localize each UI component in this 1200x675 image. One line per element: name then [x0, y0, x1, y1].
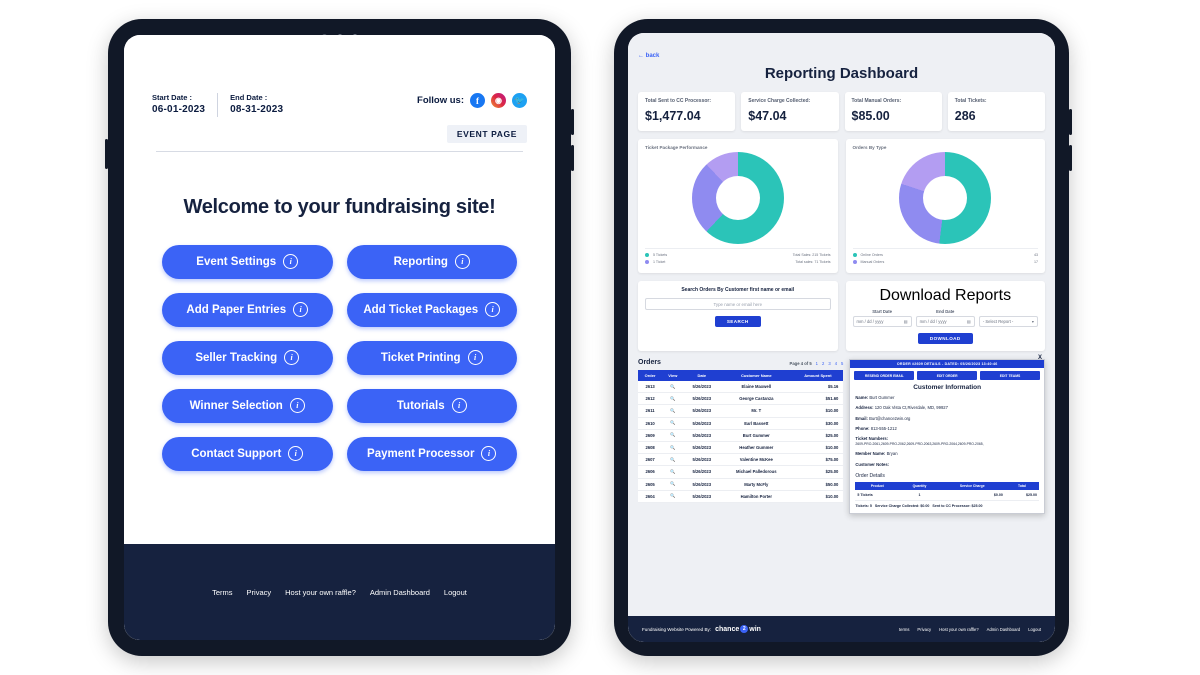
add-ticket-packages-button[interactable]	[347, 293, 518, 327]
footer-link-terms[interactable]: Terms	[212, 587, 233, 597]
col-customer: Customer Name	[720, 370, 792, 381]
side-button[interactable]	[1069, 145, 1072, 171]
end-date-block	[230, 93, 283, 117]
legend-item	[645, 253, 831, 257]
event-settings-label: Event Settings	[196, 255, 277, 268]
cell-order: 2611	[638, 405, 662, 417]
winner-selection-button[interactable]	[162, 389, 333, 423]
footer-link-privacy[interactable]: Privacy	[917, 626, 932, 632]
cell-amount: $25.00	[792, 429, 843, 441]
cell-customer: Hamilton Porter	[720, 490, 792, 502]
ticket-printing-button[interactable]	[347, 341, 518, 375]
info-icon[interactable]: i	[288, 446, 303, 461]
seller-tracking-label: Seller Tracking	[195, 351, 278, 364]
legend-label: 5 Tickets	[653, 253, 668, 257]
col-view: View	[662, 370, 683, 381]
resend-order-email-button[interactable]: RESEND ORDER EMAIL	[854, 371, 914, 380]
legend-value: 43	[1034, 253, 1038, 257]
info-icon[interactable]: i	[485, 302, 500, 317]
close-icon[interactable]: X	[1037, 355, 1042, 361]
kpi-value: $85.00	[851, 109, 890, 123]
search-orders-card	[638, 281, 838, 351]
divider	[217, 93, 218, 117]
footer-link-admin-dashboard[interactable]: Admin Dashboard	[369, 587, 430, 597]
cell-service-charge: $0.00	[940, 490, 1005, 501]
table-row[interactable]	[638, 478, 843, 490]
footer-link-terms[interactable]: terms	[898, 626, 910, 632]
add-paper-entries-label: Add Paper Entries	[186, 303, 287, 316]
col-amount: Amount Spent	[792, 370, 843, 381]
customer-address-field	[855, 405, 1039, 411]
start-date-value: mm / dd / yyyy	[856, 319, 884, 324]
power-button[interactable]	[1069, 109, 1072, 135]
page-5[interactable]: 5	[841, 361, 844, 366]
cell-customer: Elaine Maxwell	[720, 381, 792, 393]
cell-customer: Burt Gummer	[720, 429, 792, 441]
instagram-icon[interactable]: ◉	[491, 93, 506, 108]
cell-date: 5/26/2023	[683, 454, 720, 466]
follow-us-label: Follow us:	[417, 95, 464, 106]
cell-date: 5/26/2023	[683, 381, 720, 393]
footer-link-logout[interactable]: Logout	[1028, 626, 1041, 632]
cell-date: 5/26/2023	[683, 405, 720, 417]
footer-link-logout[interactable]: Logout	[443, 587, 467, 597]
start-date-label: Start Date	[872, 309, 892, 314]
table-row[interactable]	[638, 381, 843, 393]
search-title: Search Orders By Customer first name or email	[681, 287, 795, 293]
right-footer	[628, 616, 1055, 642]
kpi-card-manual-orders	[845, 92, 942, 131]
search-button[interactable]: SEARCH	[715, 316, 761, 327]
seller-tracking-button[interactable]	[162, 341, 333, 375]
orders-heading: Orders	[638, 359, 661, 366]
customer-information-modal	[849, 355, 1045, 514]
cell-order: 2607	[638, 454, 662, 466]
cell-amount: $10.00	[792, 490, 843, 502]
orders-table	[638, 370, 843, 503]
orders-by-type-card	[846, 139, 1046, 273]
tutorials-label: Tutorials	[396, 399, 445, 412]
kpi-row	[638, 92, 1045, 131]
charts-row	[638, 139, 1045, 273]
orders-panel	[638, 359, 843, 514]
contact-support-label: Contact Support	[191, 447, 282, 460]
footer-link-host-raffle[interactable]: Host your own raffle?	[939, 626, 979, 632]
legend-value: 17	[1034, 260, 1038, 264]
search-icon[interactable]: 🔍	[662, 490, 683, 502]
col-product: Product	[855, 482, 899, 490]
donut-ring	[899, 152, 991, 244]
add-ticket-packages-label: Add Ticket Packages	[363, 303, 479, 316]
cell-amount: $50.00	[792, 478, 843, 490]
start-date-block	[152, 93, 205, 117]
kpi-value: 286	[954, 109, 976, 123]
col-total: Total	[1005, 482, 1039, 490]
tablet-left	[108, 19, 571, 656]
search-input[interactable]: Type name or email here	[645, 298, 831, 310]
end-date-value: mm / dd / yyyy	[919, 319, 947, 324]
customer-name-field	[855, 395, 1039, 401]
brand-name: chance	[715, 625, 740, 633]
ticket-numbers-field	[855, 436, 1039, 447]
member-name-field	[855, 451, 1039, 457]
kpi-label: Total Sent to CC Processor:	[645, 98, 712, 104]
search-icon[interactable]: 🔍	[662, 393, 683, 405]
left-screen	[124, 35, 555, 640]
order-details-table	[855, 482, 1039, 501]
legend-label: 1 Ticket	[653, 260, 666, 264]
calendar-icon[interactable]: ▤	[903, 319, 908, 324]
table-row[interactable]	[638, 405, 843, 417]
customer-notes-field	[855, 462, 1039, 468]
search-download-row	[638, 281, 1045, 351]
page-1[interactable]: 1	[815, 361, 818, 366]
table-row[interactable]	[638, 429, 843, 441]
cell-order: 2606	[638, 466, 662, 478]
kpi-card-cc-processor	[638, 92, 735, 131]
modal-footer-totals	[850, 501, 1044, 513]
chart-legend	[645, 248, 831, 264]
search-icon[interactable]: 🔍	[662, 429, 683, 441]
ticket-numbers-value: 2609-PRO-2061,2609-PRO-2062,2609-PRO-2063,2609-PRO-2064,2609-PRO-2065,	[855, 442, 984, 447]
chart-legend	[853, 248, 1039, 264]
cell-amount: $75.00	[792, 454, 843, 466]
right-screen	[628, 33, 1055, 642]
back-link[interactable]: ← back	[638, 53, 660, 59]
kpi-label: Service Charge Collected:	[748, 98, 811, 104]
info-icon[interactable]: i	[468, 350, 483, 365]
facebook-icon[interactable]: f	[470, 93, 485, 108]
modal-banner: ORDER #2609 DETAILS - DATED: 05/26/2023 13:40:46	[850, 360, 1044, 368]
cell-customer: Earl Bassett	[720, 417, 792, 429]
cell-date: 5/26/2023	[683, 417, 720, 429]
legend-item	[853, 253, 1039, 257]
donut-ring	[692, 152, 784, 244]
payment-processor-button[interactable]	[347, 437, 518, 471]
cell-date: 5/26/2023	[683, 466, 720, 478]
cell-customer: George Castanza	[720, 393, 792, 405]
table-header-row	[855, 482, 1039, 490]
page-2[interactable]: 2	[822, 361, 825, 366]
chart-title: Ticket Package Performance	[645, 145, 708, 150]
legend-color-icon	[645, 260, 649, 264]
info-icon[interactable]: i	[481, 446, 496, 461]
tablet-right	[614, 19, 1069, 656]
cell-amount: $10.00	[792, 441, 843, 453]
dashboard-buttons-grid	[152, 245, 527, 471]
report-select-value: - Select Report -	[982, 319, 1014, 324]
ticket-printing-label: Ticket Printing	[380, 351, 461, 364]
report-select[interactable]	[979, 316, 1038, 327]
legend-color-icon	[853, 260, 857, 264]
page-label: Page 4 of 5	[789, 361, 812, 366]
search-icon[interactable]: 🔍	[662, 405, 683, 417]
cell-date: 5/26/2023	[683, 429, 720, 441]
volume-button[interactable]	[105, 139, 108, 169]
cell-customer: Heather Gummer	[720, 441, 792, 453]
event-page-button[interactable]: EVENT PAGE	[447, 125, 527, 143]
cell-customer: Marty McFly	[720, 478, 792, 490]
chart-title: Orders By Type	[852, 145, 887, 150]
cell-order: 2610	[638, 417, 662, 429]
kpi-card-service-charge	[741, 92, 838, 131]
cell-order: 2609	[638, 429, 662, 441]
cell-date: 5/26/2023	[683, 441, 720, 453]
reporting-label: Reporting	[393, 255, 448, 268]
end-date-input[interactable]	[916, 316, 975, 327]
calendar-icon[interactable]: ▤	[966, 319, 971, 324]
header-divider	[156, 151, 523, 152]
col-order: Order	[638, 370, 662, 381]
tutorials-button[interactable]	[347, 389, 518, 423]
footer-link-host-raffle[interactable]: Host your own raffle?	[285, 587, 356, 597]
footer-sent-to-cc: Sent to CC Processor: $25.00	[932, 504, 983, 509]
phone-label: Phone:	[855, 425, 870, 431]
cell-customer: Mr. T	[720, 405, 792, 417]
cell-amount: $25.00	[792, 466, 843, 478]
legend-item	[645, 260, 831, 264]
search-icon[interactable]: 🔍	[662, 381, 683, 393]
cell-order: 2612	[638, 393, 662, 405]
cell-amount: $51.60	[792, 393, 843, 405]
cell-product: 5 Tickets	[855, 490, 899, 501]
kpi-value: $47.04	[748, 109, 787, 123]
phone-value: 813-555-1212	[870, 425, 897, 431]
info-icon[interactable]: i	[290, 398, 305, 413]
legend-item	[853, 260, 1039, 264]
table-row	[855, 490, 1039, 501]
payment-processor-label: Payment Processor	[367, 447, 475, 460]
date-range-header	[152, 35, 527, 117]
start-date-value: 06-01-2023	[152, 104, 206, 116]
table-row[interactable]	[638, 454, 843, 466]
start-date-input[interactable]	[853, 316, 912, 327]
member-name-value: Bryan	[886, 451, 898, 457]
cell-customer: Valentine McKee	[720, 454, 792, 466]
cell-amount: $10.00	[792, 405, 843, 417]
page-title: Welcome to your fundraising site!	[183, 195, 496, 218]
kpi-card-total-tickets	[948, 92, 1045, 131]
table-row[interactable]	[638, 393, 843, 405]
cell-amount: $5.16	[792, 381, 843, 393]
report-select-label	[979, 309, 1038, 314]
footer-link-privacy[interactable]: Privacy	[246, 587, 272, 597]
cell-amount: $30.00	[792, 417, 843, 429]
legend-color-icon	[853, 253, 857, 257]
search-icon[interactable]: 🔍	[662, 441, 683, 453]
download-button[interactable]: DOWNLOAD	[918, 333, 973, 344]
table-row[interactable]	[638, 490, 843, 502]
name-value: Burt Gummer	[869, 395, 895, 400]
footer-link-admin-dashboard[interactable]: Admin Dashboard	[986, 626, 1021, 632]
cell-total: $25.00	[1005, 490, 1039, 501]
col-date: Date	[683, 370, 720, 381]
start-date-label: Start Date :	[152, 93, 193, 102]
legend-color-icon	[645, 253, 649, 257]
info-icon[interactable]: i	[452, 398, 467, 413]
brand-tail: win	[749, 625, 761, 633]
info-icon[interactable]: i	[284, 350, 299, 365]
end-date-value: 08-31-2023	[230, 104, 284, 116]
search-icon[interactable]: 🔍	[662, 417, 683, 429]
pagination	[790, 361, 844, 366]
cell-quantity: 1	[899, 490, 939, 501]
contact-support-button[interactable]	[162, 437, 333, 471]
ticket-package-performance-card	[638, 139, 838, 273]
cell-date: 5/26/2023	[683, 490, 720, 502]
search-icon[interactable]: 🔍	[662, 466, 683, 478]
address-label: Address:	[855, 405, 874, 411]
winner-selection-label: Winner Selection	[189, 399, 283, 412]
donut-chart	[853, 150, 1039, 246]
twitter-icon[interactable]: 🐦	[512, 93, 527, 108]
donut-chart	[645, 150, 831, 246]
table-row[interactable]	[638, 441, 843, 453]
power-button[interactable]	[571, 109, 574, 135]
kpi-value: $1,477.04	[645, 109, 701, 123]
table-row[interactable]	[638, 466, 843, 478]
table-header-row	[638, 370, 843, 381]
table-row[interactable]	[638, 417, 843, 429]
edit-teams-button[interactable]: EDIT TEAMS	[980, 371, 1040, 380]
legend-label: Manual Orders	[860, 260, 885, 264]
legend-value: Total sales: 71 Tickets	[795, 260, 831, 264]
reporting-button[interactable]	[347, 245, 518, 279]
order-details-title: Order Details	[855, 473, 885, 480]
customer-phone-field	[855, 426, 1039, 432]
page-title: Reporting Dashboard	[764, 65, 919, 82]
email-label: Email:	[855, 415, 868, 421]
modal-title: Customer Information	[913, 384, 982, 391]
orders-and-modal-row	[638, 355, 1045, 514]
col-quantity: Quantity	[899, 482, 939, 490]
footer-tickets: Tickets: 5	[855, 504, 872, 509]
add-paper-entries-button[interactable]	[162, 293, 333, 327]
powered-by-label: Fundraising Website Powered By:	[642, 626, 712, 632]
cell-customer: Michael Palledorous	[720, 466, 792, 478]
page-4[interactable]: 4	[834, 361, 838, 366]
customer-notes-label: Customer Notes:	[855, 461, 890, 467]
member-name-label: Member Name:	[855, 451, 886, 457]
cell-date: 5/26/2023	[683, 393, 720, 405]
side-button[interactable]	[571, 145, 574, 171]
end-date-label: End Date :	[230, 93, 268, 102]
kpi-label: Total Manual Orders:	[851, 98, 902, 104]
email-value: Burt@chance2win.org	[869, 415, 911, 421]
cell-order: 2613	[638, 381, 662, 393]
cell-order: 2608	[638, 441, 662, 453]
search-icon[interactable]: 🔍	[662, 454, 683, 466]
cell-date: 5/26/2023	[683, 478, 720, 490]
download-title: Download Reports	[879, 287, 1012, 304]
edit-order-button[interactable]: EDIT ORDER	[917, 371, 977, 380]
col-service-charge: Service Charge	[940, 482, 1005, 490]
download-reports-card	[846, 281, 1046, 351]
search-icon[interactable]: 🔍	[662, 478, 683, 490]
cell-order: 2604	[638, 490, 662, 502]
end-date-label: End Date	[936, 309, 955, 314]
follow-us-group	[417, 93, 527, 108]
legend-value: Total Sales: 215 Tickets	[792, 253, 831, 257]
info-icon[interactable]: i	[293, 302, 308, 317]
brand-mark-icon: 2	[740, 625, 748, 633]
customer-email-field	[855, 416, 1039, 422]
kpi-label: Total Tickets:	[954, 98, 987, 104]
info-icon[interactable]: i	[283, 254, 298, 269]
address-value: 120 Oak Vista Ct,Riverdale, MD, 99927	[874, 405, 948, 411]
chevron-down-icon[interactable]: ▾	[1031, 319, 1034, 324]
page-3[interactable]: 3	[828, 361, 831, 366]
name-label: Name:	[855, 395, 869, 400]
footer-service-charge: Service Charge Collected: $0.00	[874, 504, 930, 509]
legend-label: Online Orders	[860, 253, 883, 257]
brand-logo	[715, 625, 761, 633]
info-icon[interactable]: i	[455, 254, 470, 269]
event-settings-button[interactable]	[162, 245, 333, 279]
cell-order: 2605	[638, 478, 662, 490]
left-footer	[124, 544, 555, 640]
ticket-numbers-label: Ticket Numbers:	[855, 436, 889, 442]
